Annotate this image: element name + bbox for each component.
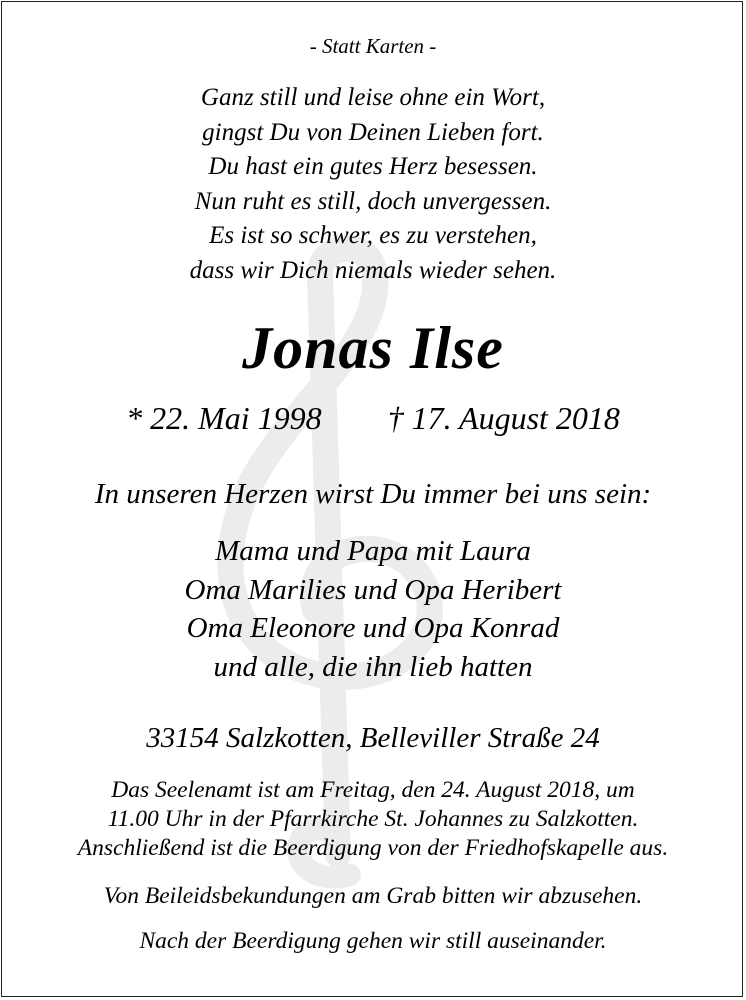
verse-line: Ganz still und leise ohne ein Wort, xyxy=(200,84,546,111)
family-address: 33154 Salzkotten, Belleviller Straße 24 xyxy=(146,722,600,754)
family-line: Oma Marilies und Opa Heribert xyxy=(184,573,562,606)
verse-line: Du hast ein gutes Herz besessen. xyxy=(208,153,538,181)
family-list xyxy=(0,532,746,686)
notice-line: Das Seelenamt ist am Freitag, den 24. August 2018, um xyxy=(111,777,635,803)
verse-line: Nun ruht es still, doch unvergessen. xyxy=(194,187,552,215)
remembrance-line: In unseren Herzen wirst Du immer bei uns sein: xyxy=(94,478,652,510)
verse-line: gingst Du von Deinen Lieben fort. xyxy=(202,118,544,146)
verse-line: Es ist so schwer, es zu verstehen, xyxy=(209,222,537,250)
closing-notice: Nach der Beerdigung gehen wir still auseinander. xyxy=(139,928,607,954)
notice-line: Anschließend ist die Beerdigung von der Friedhofskapelle aus. xyxy=(77,835,669,861)
verse-line: dass wir Dich niemals wieder sehen. xyxy=(189,256,557,284)
header-text: - Statt Karten - xyxy=(309,34,437,58)
birth-date: * 22. Mai 1998 xyxy=(126,400,322,436)
verse xyxy=(0,81,746,289)
family-line: Oma Eleonore und Opa Konrad xyxy=(186,612,560,644)
deceased-name: Jonas Ilse xyxy=(242,315,504,381)
notice-line: 11.00 Uhr in der Pfarrkirche St. Johannes zu Salzkotten. xyxy=(107,806,639,832)
family-line: und alle, die ihn lieb hatten xyxy=(213,650,533,683)
condolence-notice: Von Beileidsbekundungen am Grab bitten wir abzusehen. xyxy=(103,883,643,909)
service-notice xyxy=(0,776,746,863)
life-dates xyxy=(0,400,746,437)
death-date: † 17. August 2018 xyxy=(387,400,620,436)
family-line: Mama und Papa mit Laura xyxy=(215,535,531,567)
